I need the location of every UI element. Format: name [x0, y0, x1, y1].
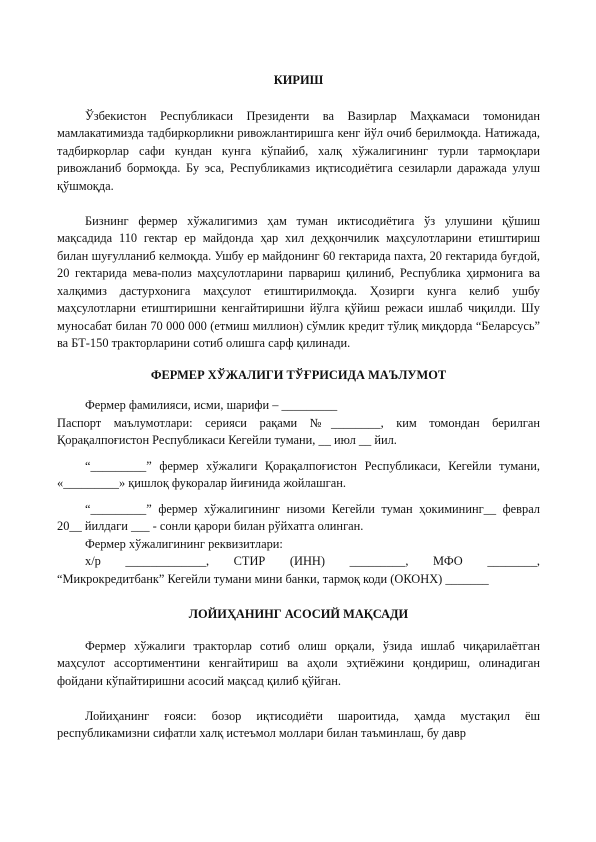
goal-paragraph-1: Фермер хўжалиги тракторлар сотиб олиш орқали, ўзида ишлаб чиқарилаётган маҳсулот ассортиментини кенгайтириш ва аҳоли эҳтиёжини қондириш, олинадиган фойдани кўпайтиришни асосий мақсад қилиб қўйган.	[57, 638, 540, 688]
intro-paragraph-2: Бизнинг фермер хўжалигимиз ҳам туман иктисодиётига ўз улушини қўшиш мақсадида 110 гектар ер майдонда ҳар хил деҳқончилик маҳсулотларини етиштириш билан шуғулланиб келмоқда. Ушбу ер майдонинг 60 гектарида пахта, 20 гектарида буғдой, 20 гектарида мева-полиз маҳсулотларини парвариш қилиниб, Республика ҳирмонига ва халқимиз дастурхонига маҳсулот етиштирилмоқда. Ҳозирги кунга келиб ушбу маҳсулотларни етиштиришни кенгайтиришни йўлга қўйиш режаси ишлаб чиқилди. Шу муносабат билан 70 000 000 (етмиш миллион) сўмлик кредит тўлиқ миқдорда “Беларсусь” ва БТ-150 тракторларини сотиб олишга сарф қилинади.	[57, 213, 540, 350]
farm-location-paragraph: “_________” фермер хўжалиги Қорақалпоғистон Республикаси, Кегейли тумани, «_________» қишлоқ фукоралар йиғинида жойлашган.	[57, 458, 540, 490]
project-goal-heading: ЛОЙИҲАНИНГ АСОСИЙ МАҚСАДИ	[188, 607, 409, 621]
intro-paragraph-1: Ўзбекистон Республикаси Президенти ва Вазирлар Маҳкамаси томонидан мамлакатимизда тадбиркорликни ривожлантиришга кенг йўл очиб берилмоқда. Натижада, тадбиркорлар сафи кундан кунга кўпайиб, халқ хўжалигининг турли тармоқлари ривожланиб бормоқда. Бу эса, Республикамиз иқтисодиётига сезиларли даражада улуш қўшмоқда.	[57, 108, 540, 193]
requisites-line-2: “Микрокредитбанк” Кегейли тумани мини банки, тармоқ коди (ОКОНХ) _______	[57, 571, 489, 586]
farm-info-heading: ФЕРМЕР ХЎЖАЛИГИ ТЎҒРИСИДА МАЪЛУМОТ	[150, 367, 447, 382]
passport-details: Паспорт маълумотлари: серияси рақами №________, ким томондан берилган Қорақалпоғистон Республикаси Кегейли тумани, __ июл __ йил.	[57, 415, 540, 447]
requisites-title: Фермер хўжалигининг реквизитлари:	[85, 536, 283, 551]
requisites-line-1: х/р _____________, СТИР (ИНН) _________, МФО ________,	[85, 554, 540, 568]
farmer-name-line: Фермер фамилияси, исми, шарифи – _________	[85, 398, 338, 412]
goal-paragraph-2: Лойиҳанинг ғояси: бозор иқтисодиёти шароитида, ҳамда мустақил ёш республикамизни сифатли халқ истеъмол моллари билан таъминлаш, бу давр	[57, 708, 540, 740]
intro-heading: КИРИШ	[273, 73, 324, 87]
farm-charter-paragraph: “_________” фермер хўжалигининг низоми Кегейли туман ҳокимининг__ феврал 20__ йилдаги ___ - сонли қарори билан рўйхатга олинган.	[57, 501, 540, 533]
